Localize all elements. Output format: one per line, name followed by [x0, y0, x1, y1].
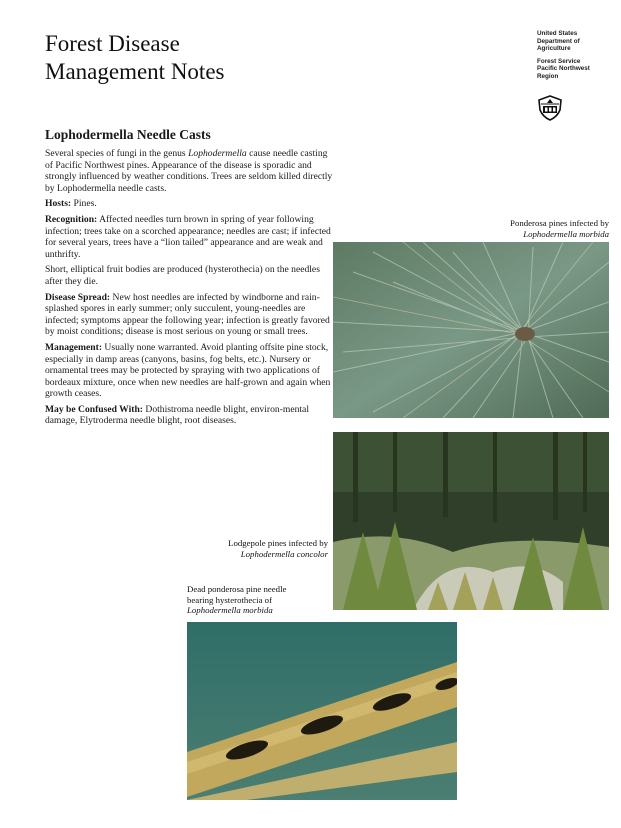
lodgepole-pine-photo — [333, 432, 609, 610]
spread-paragraph: Disease Spread: New host needles are infected by windborne and rain-splashed spores in early summer; only succulent, young-needles are infected; symptoms appear the following year; infection is greatly favored by moist conditions; disease is most serious on young or small trees. — [45, 291, 330, 338]
region-line-3: Region — [537, 72, 559, 80]
agency-block — [537, 30, 617, 81]
figure-3-caption: Dead ponderosa pine needle bearing hysterothecia of Lophodermella morbida — [187, 584, 287, 615]
figure-2-caption: Lodgepole pines infected by Lophodermella concolor — [228, 538, 328, 559]
figure-1-caption: Ponderosa pines infected by Lophodermella morbida — [510, 218, 609, 239]
page-title — [45, 30, 224, 86]
ponderosa-pine-photo — [333, 242, 609, 418]
agency-line-3: Agriculture — [537, 45, 571, 53]
article — [45, 127, 335, 431]
agency-line-1: United States — [537, 30, 578, 37]
article-heading: Lophodermella Needle Casts — [45, 127, 211, 142]
region-line-2: Pacific Northwest — [537, 65, 590, 73]
hosts-paragraph: Hosts: Pines. — [45, 198, 97, 210]
forest-service-shield-icon — [537, 95, 563, 121]
intro-paragraph: Several species of fungi in the genus Lophodermella cause needle casting of Pacific Northwest pines. Appearance of the disease is sporadic and strongly influenced by weather conditions. Trees are seldom killed directly by Lophodermella needle casts. — [45, 148, 333, 194]
title-line-2: Management Notes — [45, 59, 225, 84]
fruit-bodies-paragraph: Short, elliptical fruit bodies are produced (hysterothecia) on the needles after they die. — [45, 264, 320, 287]
recognition-paragraph: Recognition: Affected needles turn brown in spring of year following infection; trees take on a scorched appearance; needles are cast; if infected for several years, trees have a “lion tailed” appearance and are weak and unthrifty. — [45, 213, 331, 260]
confused-paragraph: May be Confused With: Dothistroma needle blight, environ-mental damage, Elytroderma needle blight, root diseases. — [45, 403, 309, 427]
agency-line-2: Department of — [537, 37, 580, 45]
needle-closeup-photo — [187, 622, 457, 800]
region-line-1: Forest Service — [537, 57, 581, 65]
title-line-1: Forest Disease — [45, 31, 180, 56]
management-paragraph: Management: Usually none warranted. Avoid planting offsite pine stock, especially in damp areas (canyons, basins, fog belts, etc.). Nursery or ornamental trees may be protected by spraying with two applications of bordeaux mixture, once when new needles are half-grown and again when growth ceases. — [45, 341, 331, 400]
